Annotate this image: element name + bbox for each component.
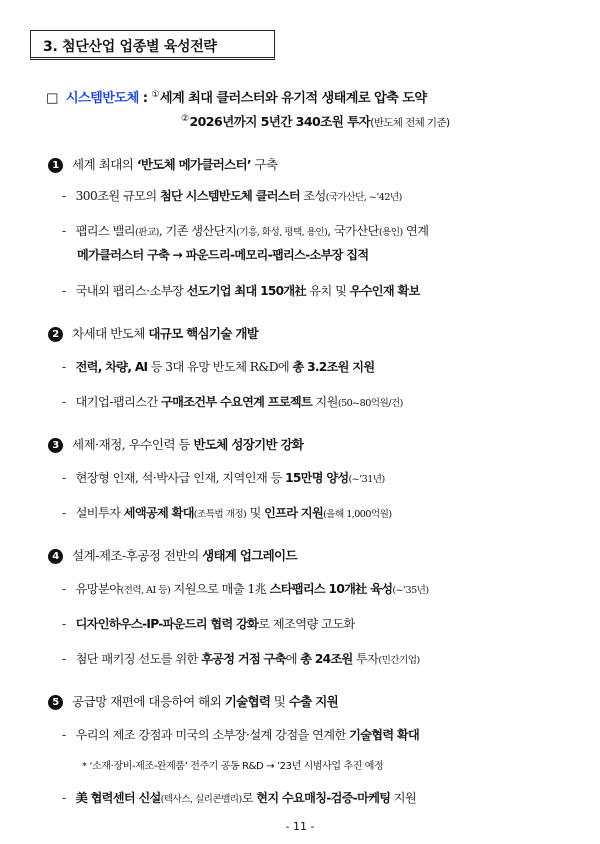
strategy-heading-4 [48,546,297,564]
item-bold: 후공정 거점 구축 [201,652,286,666]
item-text: 우리의 제조 강점과 미국의 소부장·설계 강점을 연계한 [75,728,350,742]
item-small-note: (기흥, 화성, 평택, 용인) [236,227,328,238]
dash-bullet: - [62,506,66,520]
item-small-note: (올해 1,000억원) [323,509,392,520]
system-semiconductor-goal-1 [46,87,427,106]
list-item [62,469,385,486]
dash-bullet: - [62,284,66,298]
item-text: 로 제조역량 고도화 [258,617,355,631]
goal-2-note: (반도체 전체 기준) [370,117,450,129]
list-item [62,358,374,375]
list-item [62,222,428,239]
item-small-note: (판교) [135,227,159,238]
heading-4-pre: 설계-제조-후공정 전반의 [72,548,203,563]
item-bold: 우수인재 확보 [349,284,420,298]
heading-5-mid: 및 [270,694,289,709]
heading-3-bold: 반도체 성장기반 강화 [193,437,304,452]
dash-bullet: - [62,224,66,238]
number-badge-1: 1 [48,158,63,173]
item-text: 유망분야 [75,582,121,596]
heading-2-pre: 차세대 반도체 [72,326,149,341]
item-bold: 구매조건부 수요연계 프로젝트 [161,395,313,409]
heading-4-bold: 생태계 업그레이드 [202,548,297,563]
list-item [62,187,402,204]
item-text: 300조원 규모의 [75,189,160,203]
list-item [62,580,429,597]
item-small-note: (전력, AI 등) [120,585,171,596]
item-text: 에 [285,652,301,666]
goal-1-marker: ① [151,89,159,100]
list-item-continuation [77,246,368,263]
item-small-note: (텍사스, 실리콘밸리) [160,794,242,805]
dash-bullet: - [62,582,66,596]
list-item [62,789,416,806]
item-bold: 첨단 시스템반도체 클러스터 [159,189,300,203]
item-text: 팹리스 밸리 [75,224,136,238]
item-text: 지원 [312,395,338,409]
dash-bullet: - [62,360,66,374]
item-text: 지원 [390,791,417,805]
item-small-note: (~’31년) [348,474,385,485]
item-small-note: (국가산단, ~’42년) [325,192,402,203]
dash-bullet: - [62,189,66,203]
item-bold: 메가클러스터 구축 → 파운드리-메모리-팹리스-소부장 집적 [77,248,369,262]
goal-1-text: 세계 최대 클러스터와 유기적 생태계로 압축 도약 [159,91,427,106]
list-item [62,504,392,521]
item-text: , 국가산단 [327,224,379,238]
item-small-note: (~’35년) [392,585,429,596]
strategy-heading-3 [48,435,303,453]
strategy-heading-2 [48,324,258,342]
system-semiconductor-label: 시스템반도체 [65,91,139,106]
number-badge-2: 2 [48,327,63,342]
item-text: 대기업-팹리스간 [75,395,162,409]
dash-bullet: - [62,728,66,742]
checkbox-square-icon: □ [46,91,58,106]
dash-bullet: - [62,652,66,666]
item-bold: 세액공제 확대 [123,506,194,520]
number-badge-4: 4 [48,549,63,564]
item-bold: 美 협력센터 신설 [75,791,161,805]
item-text: 첨단 패키징 선도를 위한 [75,652,202,666]
item-bold: 기술협력 확대 [349,728,420,742]
list-item [62,615,355,632]
item-text: 로 [241,791,257,805]
heading-1-bold: ‘반도체 메가클러스터’ [136,157,251,172]
heading-1-post: 구축 [250,157,278,172]
heading-5-bold: 수출 지원 [288,694,338,709]
item-bold: 전력, 차량, AI [75,360,148,374]
system-semiconductor-goal-2 [181,111,450,130]
item-text: 지원으로 매출 1兆 [170,582,270,596]
item-small-note: (50~80억원/건) [337,398,403,409]
dash-bullet: - [62,395,66,409]
section-title: 3. 첨단산업 업종별 육성전략 [30,30,275,60]
list-item [62,393,403,410]
number-badge-3: 3 [48,438,63,453]
heading-5-pre: 공급망 재편에 대응하여 해외 [72,694,225,709]
item-text: 조성 [299,189,326,203]
item-text: 투자 [352,652,379,666]
strategy-heading-5 [48,692,338,710]
item-text: 연계 [402,224,429,238]
list-item [62,650,420,667]
item-text: , 기존 생산단지 [158,224,237,238]
item-bold: 인프라 지원 [264,506,324,520]
item-text: 등 3대 유망 반도체 R&D에 [147,360,293,374]
heading-1-pre: 세계 최대의 [72,157,137,172]
heading-2-bold: 대규모 핵심기술 개발 [148,326,259,341]
dash-bullet: - [62,471,66,485]
item-bold: 현지 수요매칭-검증-마케팅 [256,791,391,805]
item-bold: 선도기업 최대 150개社 [186,284,306,298]
page-number: - 11 - [285,820,315,833]
strategy-heading-1 [48,155,278,173]
item-small-note: (민간기업) [378,655,420,666]
item-bold: 15만명 양성 [285,471,349,485]
list-item [62,726,419,743]
item-bold: 총 3.2조원 지원 [292,360,375,374]
item-text: 설비투자 [75,506,124,520]
item-text: 및 [246,506,265,520]
dash-bullet: - [62,617,66,631]
item-text: 현장형 인재, 석·박사급 인재, 지역인재 등 [75,471,286,485]
item-bold: 스타팹리스 10개社 육성 [269,582,393,596]
label-colon: : [138,91,152,106]
dash-bullet: - [62,791,66,805]
goal-2-marker: ② [181,113,189,124]
heading-5-bold: 기술협력 [224,694,271,709]
item-small-note: (조특법 개정) [193,509,247,520]
item-text: 유치 및 [306,284,350,298]
item-text: 국내외 팹리스·소부장 [75,284,187,298]
heading-3-pre: 세제·재정, 우수인력 등 [72,437,194,452]
footnote: * ‘소재·장비-제조-완제품’ 전주기 공동 R&D → ’23년 시범사업 추진 예정 [82,761,384,772]
item-bold: 총 24조원 [300,652,353,666]
list-item [62,282,420,299]
item-small-note: (용인) [378,227,403,238]
number-badge-5: 5 [48,695,63,710]
goal-2-text: 2026년까지 5년간 340조원 투자 [189,114,371,129]
item-bold: 디자인하우스-IP-파운드리 협력 강화 [75,617,259,631]
